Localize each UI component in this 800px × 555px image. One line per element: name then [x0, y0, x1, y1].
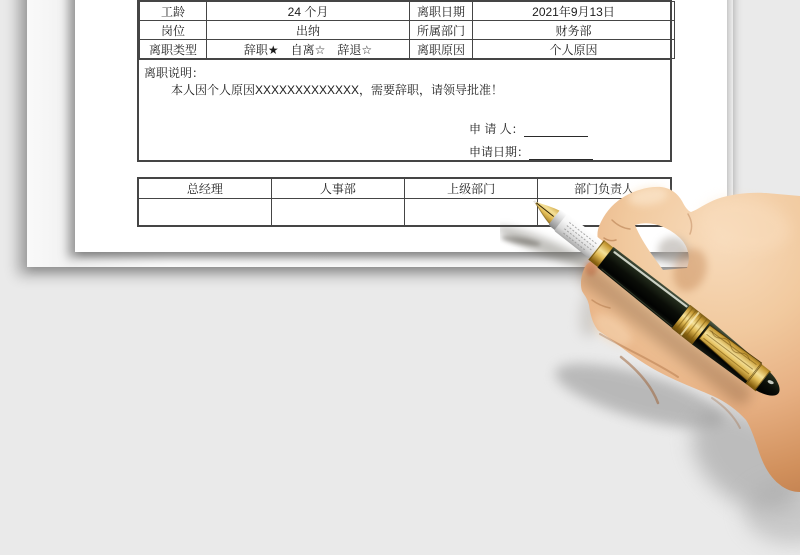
approval-header-dept-head: 部门负责人: [538, 178, 671, 199]
applicant-label: 申 请 人：: [469, 122, 524, 136]
table-row: [140, 2, 675, 21]
field-label-position: 岗位: [140, 21, 207, 40]
signature-cell: [138, 199, 271, 227]
field-label-seniority: 工龄: [140, 2, 207, 21]
applicant-signature-line: [469, 120, 588, 137]
note-title: 离职说明：: [144, 66, 205, 80]
hand-holding-pen-photo: [500, 170, 800, 555]
approval-header-upper-dept: 上级部门: [405, 178, 538, 199]
table-row: [140, 21, 675, 40]
field-value-position: 出纳: [207, 21, 410, 40]
approval-header-general-manager: 总经理: [138, 178, 271, 199]
field-label-leave-date: 离职日期: [410, 2, 473, 21]
field-label-leave-reason: 离职原因: [410, 40, 473, 59]
signature-cell: [271, 199, 404, 227]
table-row: [140, 40, 675, 59]
field-value-leave-reason: 个人原因: [473, 40, 675, 59]
field-label-leave-type: 离职类型: [140, 40, 207, 59]
field-value-leave-type: 辞职★ 自离☆ 辞退☆: [207, 40, 410, 59]
field-value-department: 财务部: [473, 21, 675, 40]
field-label-department: 所属部门: [410, 21, 473, 40]
approval-header-hr: 人事部: [271, 178, 404, 199]
field-value-leave-date: 2021年9月13日: [473, 2, 675, 21]
apply-date-blank-line: [529, 147, 593, 160]
note-box: [139, 59, 670, 160]
form-info-table: [139, 1, 675, 59]
applicant-blank-line: [524, 124, 588, 137]
form-info-box: [137, 0, 672, 162]
apply-date-line: [469, 143, 593, 160]
apply-date-label: 申请日期：: [469, 145, 530, 159]
note-body: 本人因个人原因XXXXXXXXXXXXX，需要辞职，请领导批准！: [171, 83, 504, 97]
field-value-seniority: 24 个月: [207, 2, 410, 21]
